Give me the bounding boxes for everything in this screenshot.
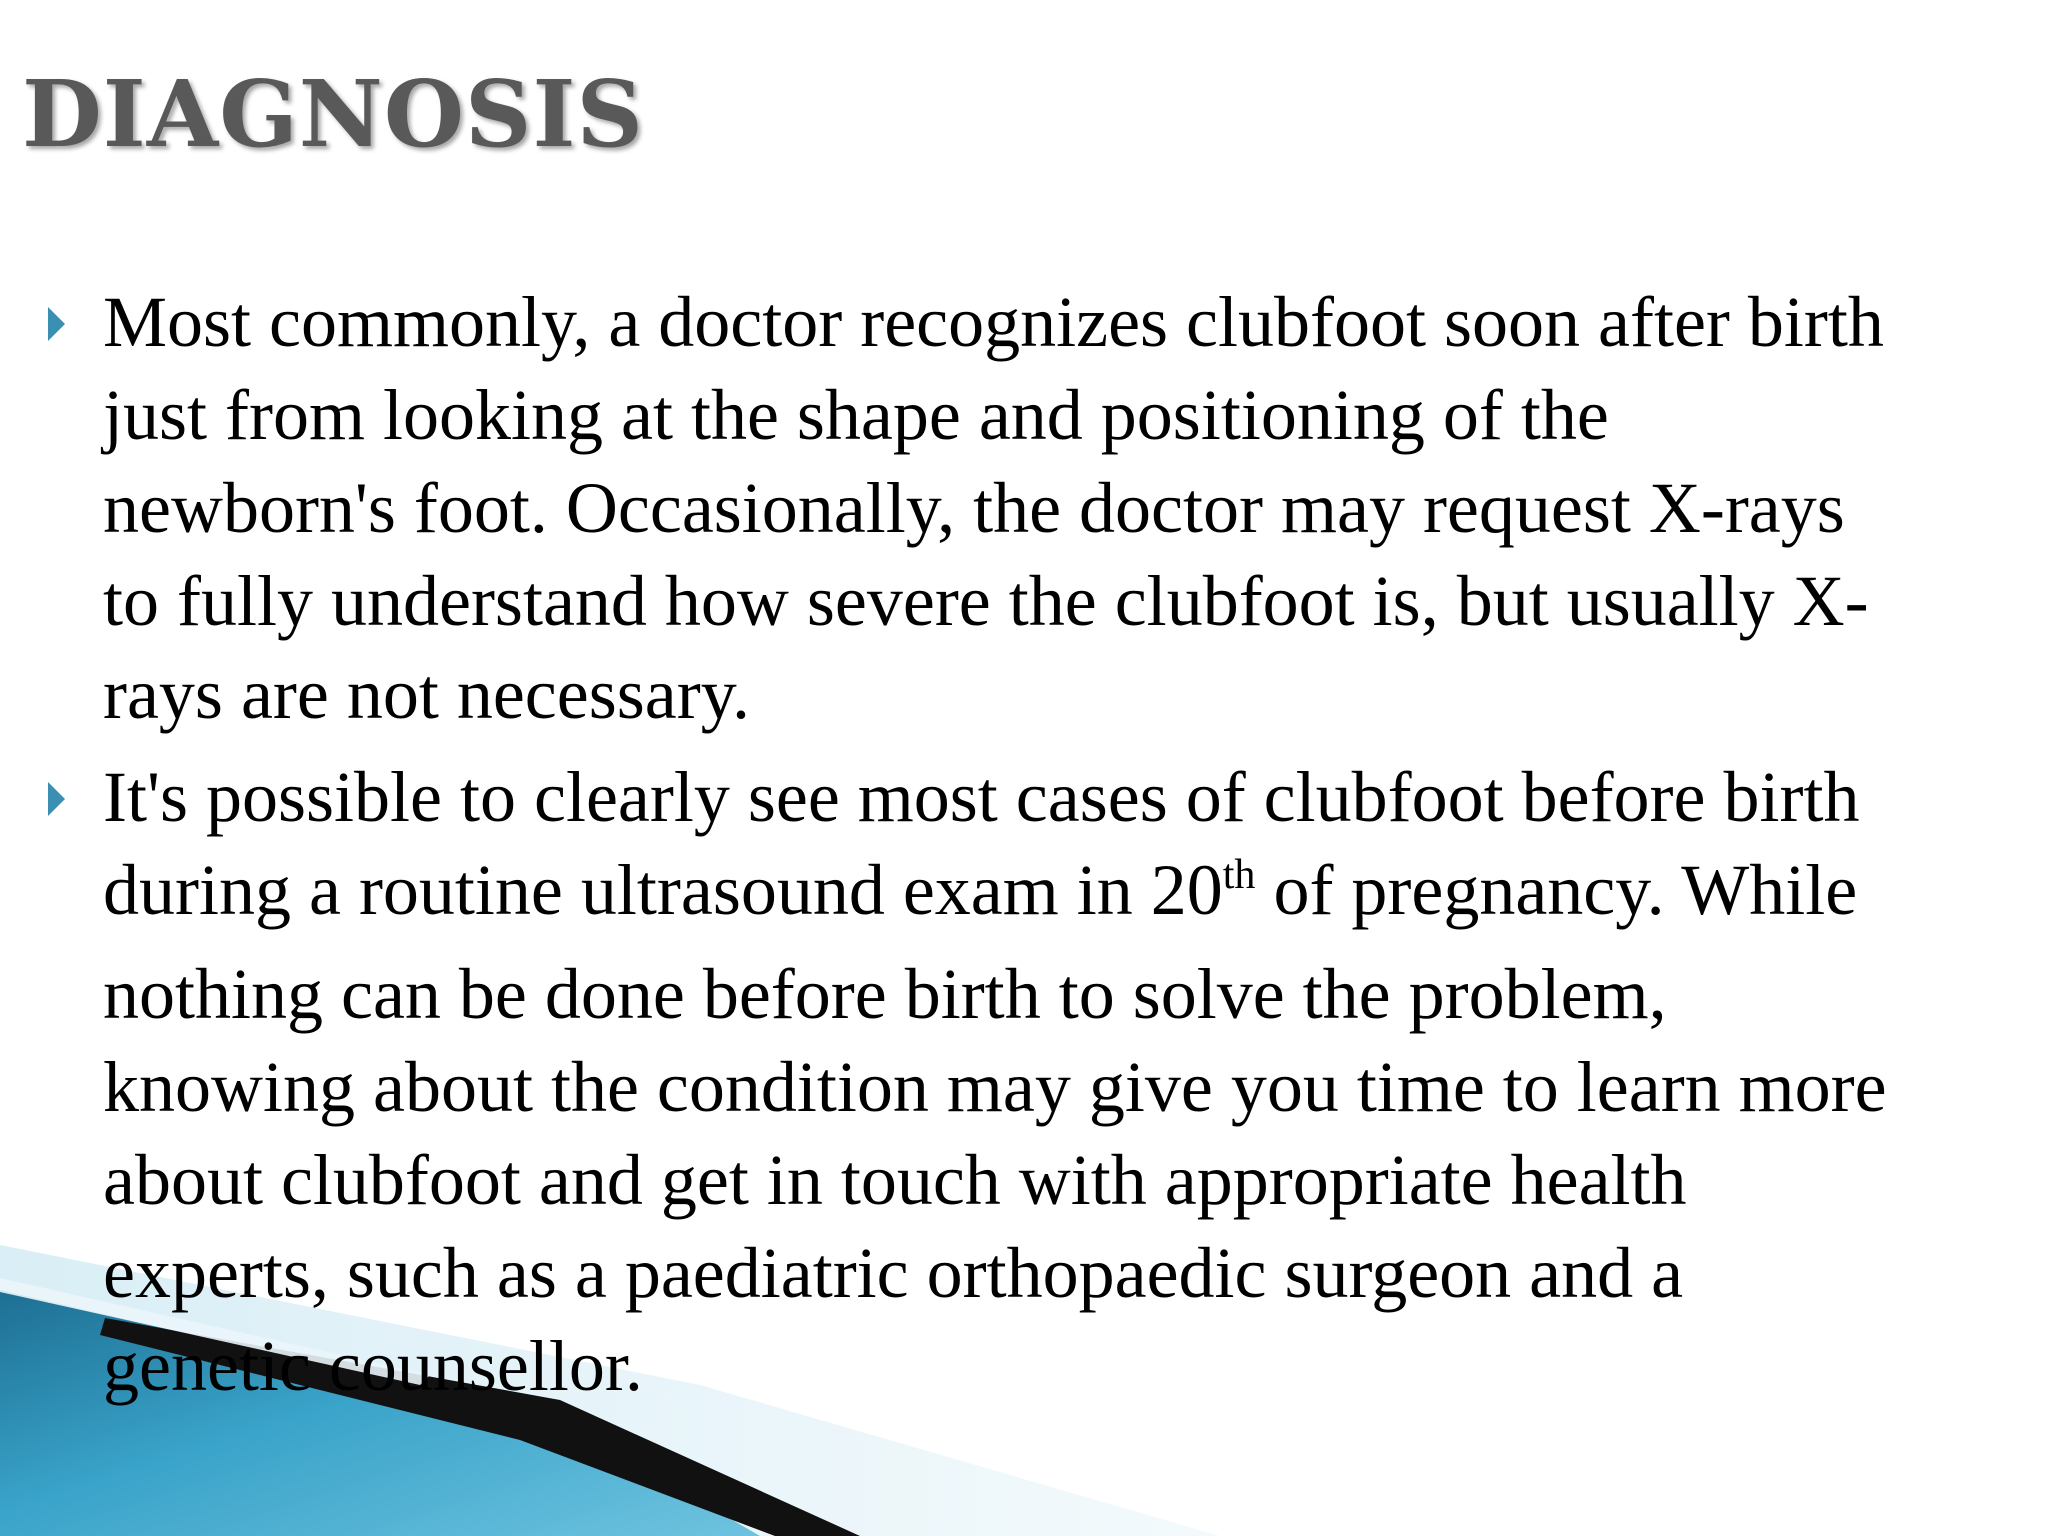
slide-title: DIAGNOSIS bbox=[22, 60, 644, 168]
bullet-item bbox=[0, 751, 2023, 1413]
bullet-line: about clubfoot and get in touch with appropriate health bbox=[103, 1140, 1687, 1220]
bullet-line-with-superscript bbox=[103, 844, 2023, 948]
bullet-line: It's possible to clearly see most cases of clubfoot before birth bbox=[103, 757, 1860, 837]
bullet-line: to fully understand how severe the clubfoot is, but usually X- bbox=[103, 561, 1869, 641]
bullet-line: newborn's foot. Occasionally, the doctor may request X-rays bbox=[103, 468, 1845, 548]
bullet-line: Most commonly, a doctor recognizes clubfoot soon after birth bbox=[103, 282, 1884, 362]
bullet-item bbox=[0, 276, 2023, 741]
bullet-line: rays are not necessary. bbox=[103, 654, 751, 734]
ordinal-superscript: th bbox=[1222, 852, 1256, 898]
bullet-line: knowing about the condition may give you time to learn more bbox=[103, 1047, 1887, 1127]
line-text-after: of pregnancy. While bbox=[1255, 850, 1858, 930]
line-text-before: during a routine ultrasound exam in 20 bbox=[103, 850, 1223, 930]
triangle-bullet-icon bbox=[48, 307, 65, 341]
triangle-bullet-icon bbox=[48, 782, 65, 816]
bullet-line: just from looking at the shape and positioning of the bbox=[103, 375, 1609, 455]
bullet-line: genetic counsellor. bbox=[103, 1326, 643, 1406]
bullet-line: nothing can be done before birth to solve the problem, bbox=[103, 954, 1667, 1034]
bullet-list bbox=[0, 276, 2048, 1413]
bullet-line: experts, such as a paediatric orthopaedic surgeon and a bbox=[103, 1233, 1684, 1313]
